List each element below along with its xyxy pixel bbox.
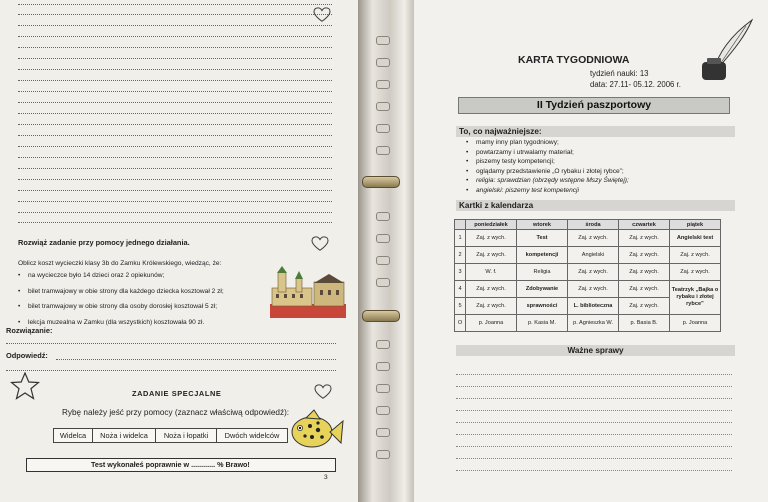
- important-item: • powtarzamy i utrwalamy materiał;: [466, 148, 629, 158]
- punch-hole: [376, 80, 390, 89]
- important-item: • piszemy testy kompetencji;: [466, 157, 629, 167]
- solution-label: Rozwiązanie:: [6, 326, 53, 335]
- table-cell: Zaj. z wych.: [619, 298, 670, 315]
- table-row: [455, 247, 721, 264]
- lesson-number: 1: [455, 230, 466, 247]
- writing-line: [18, 25, 332, 26]
- task-facts-list: [18, 271, 224, 328]
- punch-hole: [376, 102, 390, 111]
- lesson-number: 5: [455, 298, 466, 315]
- important-list: [466, 138, 629, 196]
- punch-hole: [376, 428, 390, 437]
- task-intro: Oblicz koszt wycieczki klasy 3b do Zamku Królewskiego, wiedząc, że:: [18, 260, 222, 267]
- page-number: 3: [324, 474, 328, 481]
- fact-item: • bilet tramwajowy w obie strony dla każdego dziecka kosztował 2 zł;: [18, 287, 224, 298]
- table-row: [455, 281, 721, 298]
- table-cell: Zaj. z wych.: [619, 230, 670, 247]
- week-number: tydzień nauki: 13: [590, 69, 649, 78]
- table-cell: p. Kasia M.: [517, 315, 568, 332]
- punch-hole: [376, 450, 390, 459]
- important-item: • oglądamy przedstawienie „O rybaku i złotej rybce”;: [466, 167, 629, 177]
- table-cell: p. Agnieszka W.: [568, 315, 619, 332]
- card-title: KARTA TYGODNIOWA: [518, 54, 630, 66]
- table-cell: Zaj. z wych.: [466, 230, 517, 247]
- table-cell: Angielski test: [670, 230, 721, 247]
- table-cell: Zaj. z wych.: [568, 281, 619, 298]
- fish-illustration: [288, 408, 344, 452]
- writing-line: [456, 470, 732, 471]
- fact-item: • bilet tramwajowy w obie strony dla osoby dorosłej kosztował 5 zł;: [18, 302, 224, 313]
- table-cell: Zaj. z wych.: [619, 247, 670, 264]
- answer-label: Odpowiedź:: [6, 351, 48, 360]
- table-cell: Zaj. z wych.: [568, 230, 619, 247]
- table-cell: Zaj. z wych.: [568, 264, 619, 281]
- table-cell: Zdobywanie: [517, 281, 568, 298]
- heart-icon: [314, 384, 332, 400]
- punch-hole: [376, 278, 390, 287]
- table-cell: Test: [517, 230, 568, 247]
- binder-ring: [362, 176, 400, 188]
- table-cell: Zaj. z wych.: [619, 281, 670, 298]
- day-header: czwartek: [619, 220, 670, 230]
- important-heading: To, co najważniejsze:: [456, 126, 735, 137]
- punch-hole: [376, 256, 390, 265]
- right-weekly-card-page: [414, 0, 768, 502]
- writing-line: [18, 36, 332, 37]
- table-cell: Angielski: [568, 247, 619, 264]
- punch-hole: [376, 340, 390, 349]
- writing-line: [18, 124, 332, 125]
- writing-line: [18, 69, 332, 70]
- writing-line: [18, 179, 332, 180]
- table-cell: Teatrzyk „Bajka o rybaku i złotej rybce”: [670, 281, 721, 315]
- day-header: wtorek: [517, 220, 568, 230]
- writing-line: [18, 201, 332, 202]
- table-cell: p. Basia B.: [619, 315, 670, 332]
- lesson-number: 4: [455, 281, 466, 298]
- writing-line: [18, 190, 332, 191]
- writing-line: [18, 47, 332, 48]
- writing-line: [18, 168, 332, 169]
- lesson-number: 3: [455, 264, 466, 281]
- table-row: [455, 264, 721, 281]
- writing-line: [456, 398, 732, 399]
- option-widelca[interactable]: Widelca: [53, 428, 93, 443]
- table-cell: Zaj. z wych.: [619, 264, 670, 281]
- binder-sleeve: [358, 0, 416, 502]
- binder-ring: [362, 310, 400, 322]
- calendar-table: [454, 219, 721, 332]
- punch-hole: [376, 58, 390, 67]
- option-noza-i-widelca[interactable]: Noża i widelca: [92, 428, 156, 443]
- writing-line: [18, 157, 332, 158]
- fact-item: • lekcja muzealna w Zamku (dla wszystkich) kosztowała 90 zł.: [18, 318, 224, 329]
- task-heading: Rozwiąż zadanie przy pomocy jednego działania.: [18, 238, 190, 247]
- punch-hole: [376, 36, 390, 45]
- heart-icon: [313, 7, 331, 23]
- table-cell: kompetencji: [517, 247, 568, 264]
- table-cell: Religia: [517, 264, 568, 281]
- writing-line: [456, 422, 732, 423]
- writing-line: [18, 102, 332, 103]
- writing-line: [456, 434, 732, 435]
- writing-line: [18, 91, 332, 92]
- day-header: piątek: [670, 220, 721, 230]
- punch-hole: [376, 234, 390, 243]
- table-cell: Zaj. z wych.: [670, 247, 721, 264]
- writing-line: [18, 212, 332, 213]
- table-cell: p. Joanna: [466, 315, 517, 332]
- table-cell: sprawności: [517, 298, 568, 315]
- writing-line: [456, 386, 732, 387]
- punch-hole: [376, 212, 390, 221]
- special-task-title: ZADANIE SPECJALNE: [132, 389, 222, 398]
- writing-line: [56, 359, 336, 360]
- option-noza-i-lopatki[interactable]: Noża i łopatki: [155, 428, 217, 443]
- lesson-number: 2: [455, 247, 466, 264]
- quill-inkwell-illustration: [696, 14, 756, 84]
- important-item: • religia: sprawdzian (obrzędy wstępne Mszy Świętej);: [466, 176, 629, 186]
- table-row: [455, 230, 721, 247]
- writing-line: [18, 113, 332, 114]
- important-item: • angielski: piszemy test kompetencji: [466, 186, 629, 196]
- table-cell: L. biblioteczna: [568, 298, 619, 315]
- writing-line: [456, 410, 732, 411]
- writing-line: [6, 343, 336, 344]
- week-banner: II Tydzień paszportowy: [458, 97, 730, 114]
- calendar-header-row: [455, 220, 721, 230]
- table-cell: Zaj. z wych.: [466, 298, 517, 315]
- day-header: poniedziałek: [466, 220, 517, 230]
- calendar-corner: [455, 220, 466, 230]
- castle-illustration: [270, 266, 346, 318]
- day-header: środa: [568, 220, 619, 230]
- writing-line: [18, 135, 332, 136]
- lesson-number: O: [455, 315, 466, 332]
- table-cell: W. f.: [466, 264, 517, 281]
- punch-hole: [376, 124, 390, 133]
- fact-item: • na wycieczce było 14 dzieci oraz 2 opiekunów;: [18, 271, 224, 282]
- writing-line: [456, 446, 732, 447]
- punch-hole: [376, 406, 390, 415]
- writing-line: [18, 58, 332, 59]
- score-box: [26, 458, 336, 472]
- left-worksheet-page: [0, 0, 362, 502]
- writing-line: [18, 80, 332, 81]
- writing-line: [6, 370, 336, 371]
- writing-line: [456, 374, 732, 375]
- table-cell: Zaj. z wych.: [466, 247, 517, 264]
- table-cell: Zaj. z wych.: [670, 264, 721, 281]
- special-question: Rybę należy jeść przy pomocy (zaznacz właściwą odpowiedź):: [62, 408, 290, 417]
- writing-line: [18, 222, 332, 223]
- matters-heading: Ważne sprawy: [456, 345, 735, 356]
- table-cell: p. Joanna: [670, 315, 721, 332]
- punch-hole: [376, 384, 390, 393]
- writing-line: [18, 4, 332, 5]
- heart-icon: [311, 236, 329, 252]
- score-text: Test wykonałeś poprawnie w ............ % Brawo!: [91, 460, 250, 469]
- table-cell: Zaj. z wych.: [466, 281, 517, 298]
- table-row: [455, 315, 721, 332]
- calendar-heading: Kartki z kalendarza: [456, 200, 735, 211]
- punch-hole: [376, 146, 390, 155]
- important-item: • mamy inny plan tygodniowy;: [466, 138, 629, 148]
- writing-line: [18, 14, 332, 15]
- week-date: data: 27.11- 05.12. 2006 r.: [590, 80, 681, 89]
- writing-line: [18, 146, 332, 147]
- punch-hole: [376, 362, 390, 371]
- star-icon: [10, 372, 40, 400]
- option-dwoch-widelcow[interactable]: Dwóch widelców: [216, 428, 288, 443]
- writing-line: [456, 458, 732, 459]
